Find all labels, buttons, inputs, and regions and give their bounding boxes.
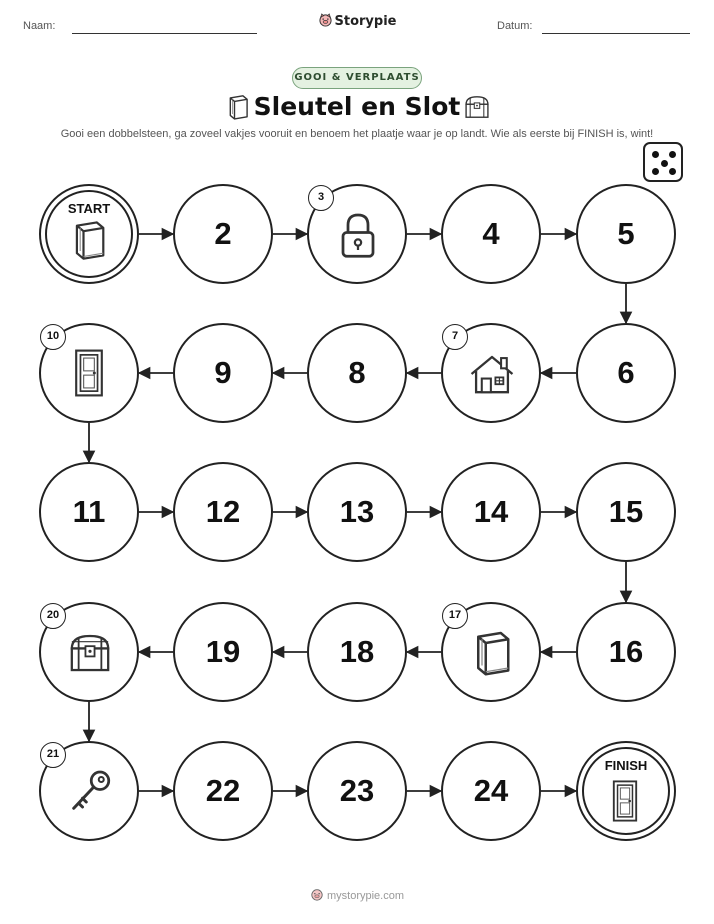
cell-number-badge: 7: [442, 324, 468, 350]
house-icon: [467, 349, 517, 403]
cell-number: 19: [205, 634, 241, 669]
start-label: START: [67, 201, 111, 216]
cell-number: 9: [214, 355, 232, 390]
cell-number-badge: 3: [308, 185, 334, 211]
cell-number: 18: [339, 634, 375, 669]
cell-number: 22: [205, 773, 241, 808]
finish-label: FINISH: [604, 758, 648, 773]
footer: [0, 888, 714, 902]
board-cell-12: [173, 462, 273, 562]
door-icon: [611, 779, 639, 827]
game-type-badge: GOOI & VERPLAATS: [292, 67, 422, 89]
board-cell-4: [441, 184, 541, 284]
date-label: Datum:: [497, 20, 533, 32]
cell-number: 13: [339, 494, 375, 529]
board-cell-11: [39, 462, 139, 562]
cell-number: 24: [473, 773, 509, 808]
board-cell-9: [173, 323, 273, 423]
name-label: Naam:: [23, 20, 56, 32]
board-cell-15: [576, 462, 676, 562]
board-cell-1: [39, 184, 139, 284]
board-cell-19: [173, 602, 273, 702]
board-cell-22: [173, 741, 273, 841]
board-cell-24: [441, 741, 541, 841]
cell-number: 15: [608, 494, 644, 529]
cell-number: 23: [339, 773, 375, 808]
board-cell-20: [39, 602, 139, 702]
cell-number: 11: [72, 494, 106, 529]
cell-number: 4: [482, 216, 500, 251]
cell-number: 14: [473, 494, 509, 529]
board-cell-8: [307, 323, 407, 423]
board-cell-2: [173, 184, 273, 284]
board-cell-16: [576, 602, 676, 702]
cell-number-badge: 20: [40, 603, 66, 629]
board-cell-14: [441, 462, 541, 562]
padlock-icon: [333, 210, 383, 264]
instructions: Gooi een dobbelsteen, ga zoveel vakjes vooruit en benoem het plaatje waar je op landt. Wie als eerste bij FINISH is, wint!: [60, 128, 654, 140]
book-icon: [467, 628, 517, 682]
board-cell-13: [307, 462, 407, 562]
board-cell-18: [307, 602, 407, 702]
key-icon: [65, 767, 115, 821]
board-cell-21: [39, 741, 139, 841]
board-cell-25: [576, 741, 676, 841]
cell-number-badge: 17: [442, 603, 468, 629]
footer-url: mystorypie.com: [326, 890, 405, 902]
cell-number-badge: 10: [40, 324, 66, 350]
board-cell-10: [39, 323, 139, 423]
cell-number: 8: [348, 355, 366, 390]
page-title: Sleutel en Slot: [253, 92, 461, 121]
cell-number: 12: [205, 494, 241, 529]
board-cell-3: [307, 184, 407, 284]
cell-number: 6: [617, 355, 635, 390]
board-cell-17: [441, 602, 541, 702]
cell-number-badge: 21: [40, 742, 66, 768]
pig-logo-icon: [310, 888, 324, 901]
board-cell-23: [307, 741, 407, 841]
board-cell-7: [441, 323, 541, 423]
brand-name: Storypie: [334, 14, 397, 29]
treasure-chest-icon: [65, 628, 115, 682]
book-icon: [67, 218, 111, 266]
cell-number: 16: [608, 634, 644, 669]
cell-number: 2: [214, 216, 232, 251]
board-cell-6: [576, 323, 676, 423]
board-cell-5: [576, 184, 676, 284]
cell-number: 5: [617, 216, 635, 251]
door-icon: [73, 348, 105, 402]
